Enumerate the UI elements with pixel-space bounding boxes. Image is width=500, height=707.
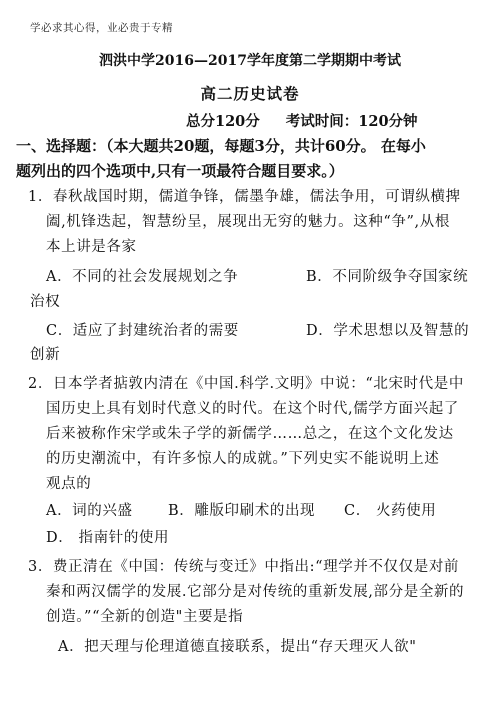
exam-time: 考试时间：120分钟: [285, 113, 418, 130]
section-heading: [16, 134, 490, 184]
question-1-option-d: D．学术思想以及智慧的: [306, 323, 470, 339]
question-2-option-b: B．雕版印刷术的出现: [168, 503, 316, 519]
question-1-option-d-cont: 创新: [30, 347, 61, 363]
question-1-option-b-cont: 治权: [30, 294, 61, 310]
question-3-stem-line: 秦和两汉儒学的发展.它部分是对传统的重新发展,部分是全新的: [46, 584, 465, 600]
paper-title: 高二历史试卷: [200, 84, 300, 103]
total-score: 总分120分: [186, 113, 260, 130]
question-3-stem-line: 3．费正清在《中国：传统与变迁》中指出:“理学并不仅仅是对前: [28, 559, 460, 575]
question-3-option-a: A．把天理与伦理道德直接联系，提出“存天理灭人欲": [58, 639, 417, 655]
question-1-stem-line: 本上讲是各家: [46, 239, 137, 255]
question-1-option-c: C．适应了封建统治者的需要: [46, 323, 239, 339]
question-2-option-a: A．词的兴盛: [46, 503, 133, 519]
question-2-option-c: C． 火药使用: [344, 503, 437, 519]
question-2-stem-line: 2．日本学者掂敦内清在《中国.科学.文明》中说：“北宋时代是中: [28, 376, 464, 392]
section-heading-line: 一、选择题：（本大题共20题，每题3分，共计60分。 在每小: [16, 137, 426, 155]
question-1-stem-line: 1．春秋战国时期，儒道争锋，儒墨争雄，儒法争用，可谓纵横捭: [28, 189, 461, 205]
motto-text: 学必求其心得，业必贵于专精: [30, 22, 173, 34]
exam-meta: [186, 110, 418, 131]
exam-title: 泗洪中学2016—2017学年度第二学期期中考试: [99, 53, 401, 69]
question-1-stem-line: 阖,机锋迭起，智慧纷呈，展现出无穷的魅力。这种“争”,从根: [46, 214, 450, 230]
question-1-option-b: B．不同阶级争夺国家统: [306, 269, 469, 285]
question-2-stem-line: 后来被称作宋学或朱子学的新儒学……总之，在这个文化发达: [46, 426, 454, 442]
question-1-option-a: A．不同的社会发展规划之争: [46, 269, 239, 285]
question-2-stem-line: 观点的: [46, 476, 92, 492]
question-2-option-d: D． 指南针的使用: [46, 530, 170, 546]
question-3-stem-line: 创造。”“全新的创造"主要是指: [46, 609, 244, 625]
section-heading-line: 题列出的四个选项中,只有一项最符合题目要求。）: [16, 162, 344, 180]
question-2-stem-line: 国历史上具有划时代意义的时代。在这个时代,儒学方面兴起了: [46, 401, 459, 417]
question-2-stem-line: 的历史潮流中，有许多惊人的成就。”下列史实不能说明上述: [46, 451, 440, 467]
